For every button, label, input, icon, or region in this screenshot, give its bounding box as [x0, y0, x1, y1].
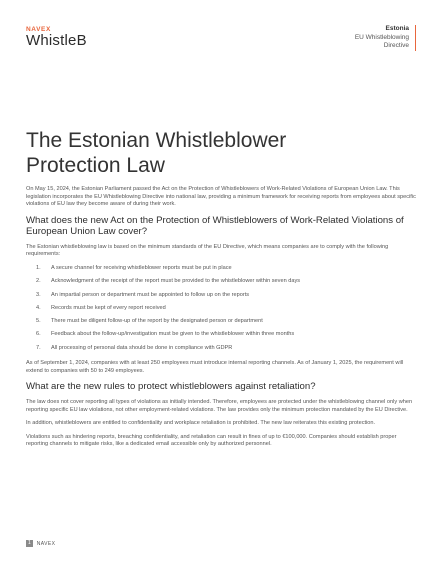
- list-item-text: A secure channel for receiving whistleblower reports must be put in place: [51, 264, 232, 271]
- section1-heading: What does the new Act on the Protection of Whistleblowers of Work-Related Violations of European Union Law cover?: [26, 214, 404, 238]
- country-label: Estonia: [385, 25, 409, 32]
- list-item-number: 7.: [36, 344, 41, 351]
- document-body: [26, 186, 418, 455]
- document-tag: [355, 25, 416, 51]
- list-item-number: 3.: [36, 291, 41, 298]
- list-item: [26, 278, 418, 286]
- section2-heading: What are the new rules to protect whistleblowers against retaliation?: [26, 381, 316, 393]
- list-item-text: Records must be kept of every report received: [51, 304, 166, 311]
- list-item-number: 4.: [36, 304, 41, 311]
- list-item: [26, 318, 418, 326]
- list-item-text: An impartial person or department must be appointed to follow up on the reports: [51, 291, 250, 298]
- list-item: [26, 305, 418, 313]
- page-title: [26, 128, 416, 178]
- section1-lead: The Estonian whistleblowing law is based on the minimum standards of the EU Directive, which means companies are to comply with the following requirements:: [26, 243, 389, 258]
- directive-label-line1: EU Whistleblowing: [354, 33, 409, 41]
- list-item: [26, 331, 418, 339]
- logo-product: WhistleB: [26, 32, 87, 49]
- intro-paragraph: On May 15, 2024, the Estonian Parliament passed the Act on the Protection of Whistleblowers of Work-Related Violations of European Union Law. This legislation incorporates the EU Whistleblowing Directive into national law, providing a minimum framework for receiving reports from employees about specific violations of EU law they become aware of during their work.: [26, 186, 416, 208]
- list-item-number: 1.: [36, 264, 41, 271]
- logo-brand: NAVEX: [26, 26, 51, 33]
- list-item-number: 5.: [36, 318, 41, 325]
- section2-paragraph-1: The law does not cover reporting all types of violations as initially intended. Therefore, employees are protected under the whistleblowing channel only when reporting specific EU law violations, not other employment-related violations. The law provides only the minimum protection mandated by the EU Directive.: [26, 398, 413, 413]
- list-item-text: Acknowledgment of the receipt of the report must be provided to the whistleblower within seven days: [51, 278, 301, 285]
- section1-closing: As of September 1, 2024, companies with at least 250 employees must introduce internal reporting channels. As of January 1, 2025, the requirement will extend to companies with 50 to 249 employees.: [26, 360, 404, 374]
- directive-label-line2: Directive: [383, 42, 409, 49]
- section2-paragraph-2: In addition, whistleblowers are entitled to confidentiality and workplace retaliation is prohibited. The new law reiterates this existing protection.: [26, 420, 376, 427]
- list-item: [26, 292, 418, 300]
- list-item-number: 2.: [36, 278, 41, 285]
- list-item: [26, 345, 418, 353]
- list-item: [26, 265, 418, 273]
- section2-paragraph-3: Violations such as hindering reports, breaching confidentiality, and retaliation can result in fines of up to €100,000. Companies should establish proper reporting channels to mitigate risks, like a dedicated email accessible only by authorized personnel.: [26, 433, 397, 448]
- list-item-text: All processing of personal data should be done in compliance with GDPR: [51, 344, 233, 351]
- list-item-number: 6.: [36, 331, 41, 338]
- page-title-line1: The Estonian Whistleblower: [26, 129, 287, 152]
- list-item-text: Feedback about the follow-up/investigation must be given to the whistleblower within three months: [51, 331, 295, 338]
- list-item-text: There must be diligent follow-up of the report by the designated person or department: [51, 318, 263, 325]
- page-title-line2: Protection Law: [26, 154, 165, 177]
- footer-brand: NAVEX: [36, 540, 56, 547]
- page-number: 1: [28, 540, 31, 546]
- navex-whistleb-logo: [26, 26, 87, 49]
- page-footer: [26, 540, 55, 547]
- requirements-list: [26, 265, 418, 352]
